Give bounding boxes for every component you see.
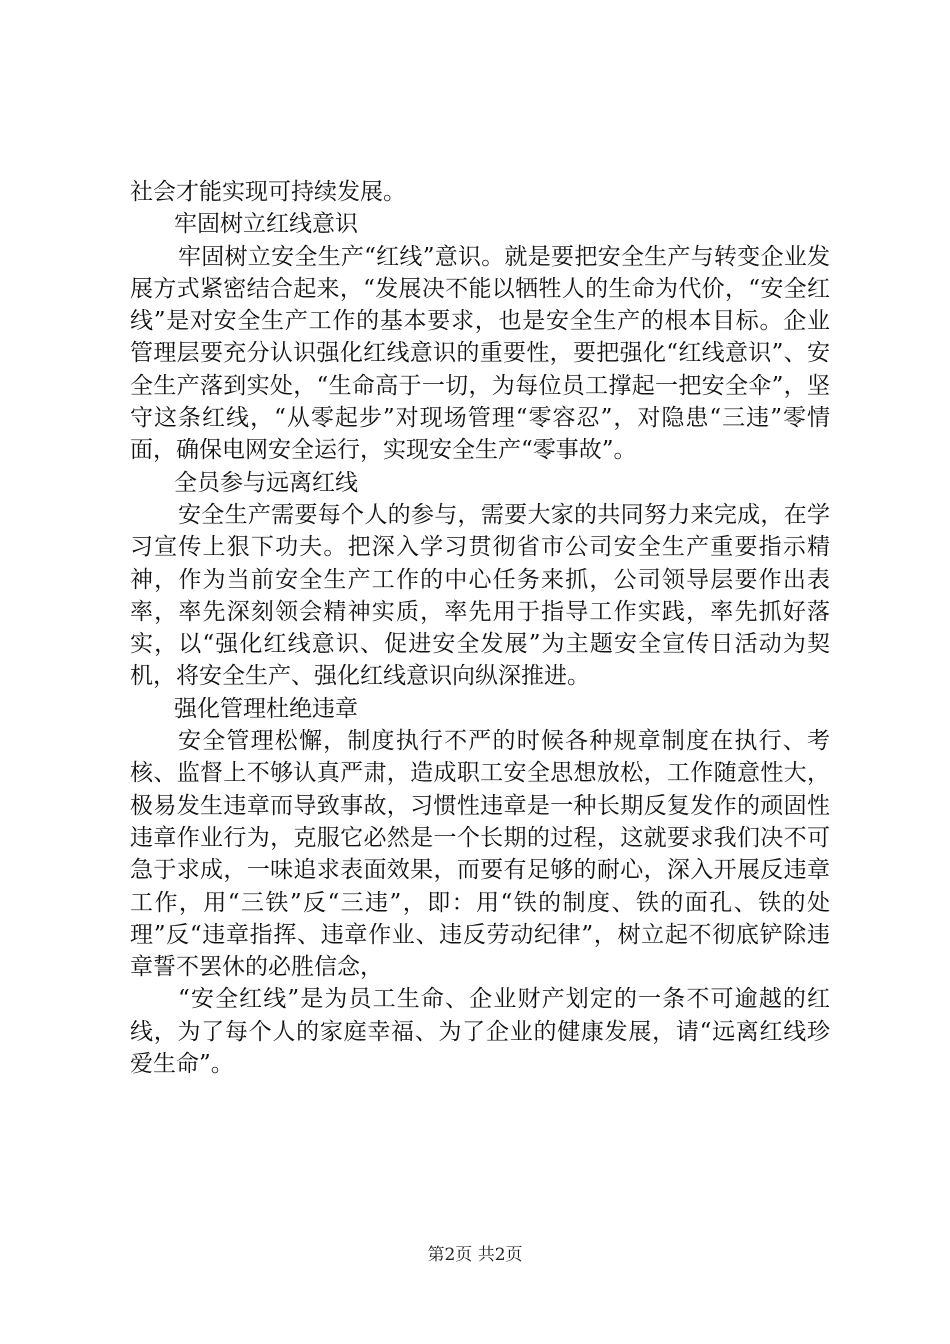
paragraph-full-participation: 安全生产需要每个人的参与，需要大家的共同努力来完成，在学习宣传上狠下功夫。把深入学习贯彻省市公司安全生产重要指示精神，作为当前安全生产工作的中心任务来抓，公司领导层要作出表率，率先深刻领会精神实质，率先用于指导工作实践，率先抓好落实，以“强化红线意识、促进安全发展”为主题安全宣传日活动为契机，将安全生产、强化红线意识向纵深推进。 <box>130 501 830 690</box>
section-heading-red-line-awareness: 牢固树立红线意识 <box>174 211 358 238</box>
paragraph-conclusion: “安全红线”是为员工生命、企业财产划定的一条不可逾越的红线，为了每个人的家庭幸福、为了企业的健康发展，请“远离红线珍爱生命”。 <box>130 986 830 1078</box>
page-number-footer: 第2页 共2页 <box>427 1245 523 1265</box>
paragraph-continuation: 社会才能实现可持续发展。 <box>130 179 406 205</box>
section-heading-strengthen-management: 强化管理杜绝违章 <box>174 695 358 722</box>
paragraph-strengthen-management: 安全管理松懈，制度执行不严的时候各种规章制度在执行、考核、监督上不够认真严肃，造成职工安全思想放松，工作随意性大，极易发生违章而导致事故，习惯性违章是一种长期反复发作的顽固性违章作业行为，克服它必然是一个长期的过程，这就要求我们决不可急于求成，一味追求表面效果，而要有足够的耐心，深入开展反违章工作，用“三铁”反“三违”，即：用“铁的制度、铁的面孔、铁的处理”反“违章指挥、违章作业、违反劳动纪律”，树立起不彻底铲除违章誓不罢休的必胜信念， <box>130 728 830 981</box>
document-body <box>130 176 830 1080</box>
paragraph-red-line-awareness: 牢固树立安全生产“红线”意识。就是要把安全生产与转变企业发展方式紧密结合起来，“发展决不能以牺牲人的生命为代价，“安全红线”是对安全生产工作的基本要求，也是安全生产的根本目标。企业管理层要充分认识强化红线意识的重要性，要把强化“红线意识”、安全生产落到实处，“生命高于一切，为每位员工撑起一把安全伞”，坚守这条红线，“从零起步”对现场管理“零容忍”，对隐患“三违”零情面，确保电网安全运行，实现安全生产“零事故”。 <box>130 243 830 464</box>
section-heading-full-participation: 全员参与远离红线 <box>174 469 358 496</box>
